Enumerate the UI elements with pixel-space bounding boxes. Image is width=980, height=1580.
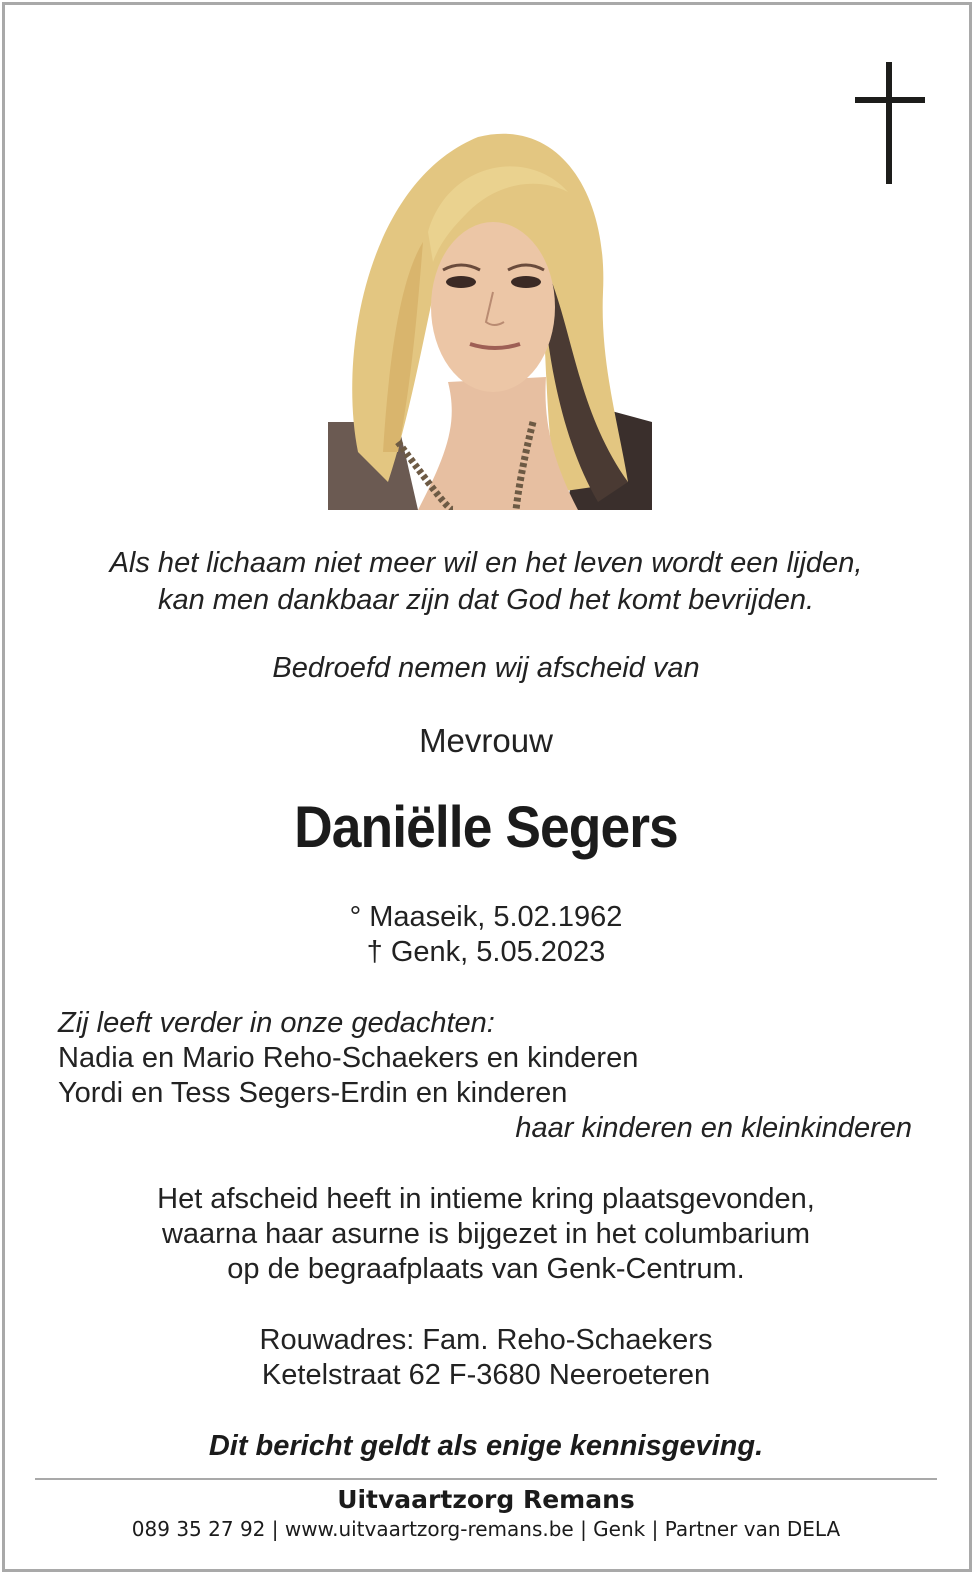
address-line: Ketelstraat 62 F-3680 Neeroeteren (261, 1359, 711, 1391)
life-dates (0, 900, 972, 970)
funeral-home-contact: 089 35 27 92 | www.uitvaartzorg-remans.be | Genk | Partner van DELA (131, 1517, 841, 1541)
family-member: Nadia en Mario Reho-Schaekers en kinderen (58, 1042, 639, 1074)
footer-divider (35, 1478, 937, 1480)
notice-statement: Dit bericht geldt als enige kennisgeving. (208, 1430, 764, 1462)
farewell-intro: Bedroefd nemen wij afscheid van (272, 652, 700, 684)
service-line: op de begraafplaats van Genk-Centrum. (227, 1253, 745, 1285)
family-member: Yordi en Tess Segers-Erdin en kinderen (58, 1077, 568, 1109)
verse-line: kan men dankbaar zijn dat God het komt bevrijden. (157, 584, 815, 616)
service-info (0, 1182, 972, 1287)
service-line: waarna haar asurne is bijgezet in het columbarium (161, 1218, 810, 1250)
address-line: Rouwadres: Fam. Reho-Schaekers (259, 1324, 713, 1356)
verse-line: Als het lichaam niet meer wil en het leven wordt een lijden, (109, 547, 863, 579)
cross-icon (855, 62, 925, 184)
service-line: Het afscheid heeft in intieme kring plaatsgevonden, (157, 1183, 815, 1215)
death-date: † Genk, 5.05.2023 (366, 936, 606, 968)
portrait-photo (328, 122, 652, 510)
mourning-address (0, 1323, 972, 1393)
family-intro: Zij leeft verder in onze gedachten: (58, 1007, 495, 1039)
memorial-verse (0, 545, 972, 619)
funeral-home-name: Uitvaartzorg Remans (337, 1485, 635, 1514)
birth-date: ° Maaseik, 5.02.1962 (349, 901, 623, 933)
family-section (58, 1006, 918, 1146)
honorific: Mevrouw (419, 722, 553, 759)
family-closing: haar kinderen en kleinkinderen (515, 1112, 912, 1144)
deceased-name: Daniëlle Segers (294, 795, 678, 860)
